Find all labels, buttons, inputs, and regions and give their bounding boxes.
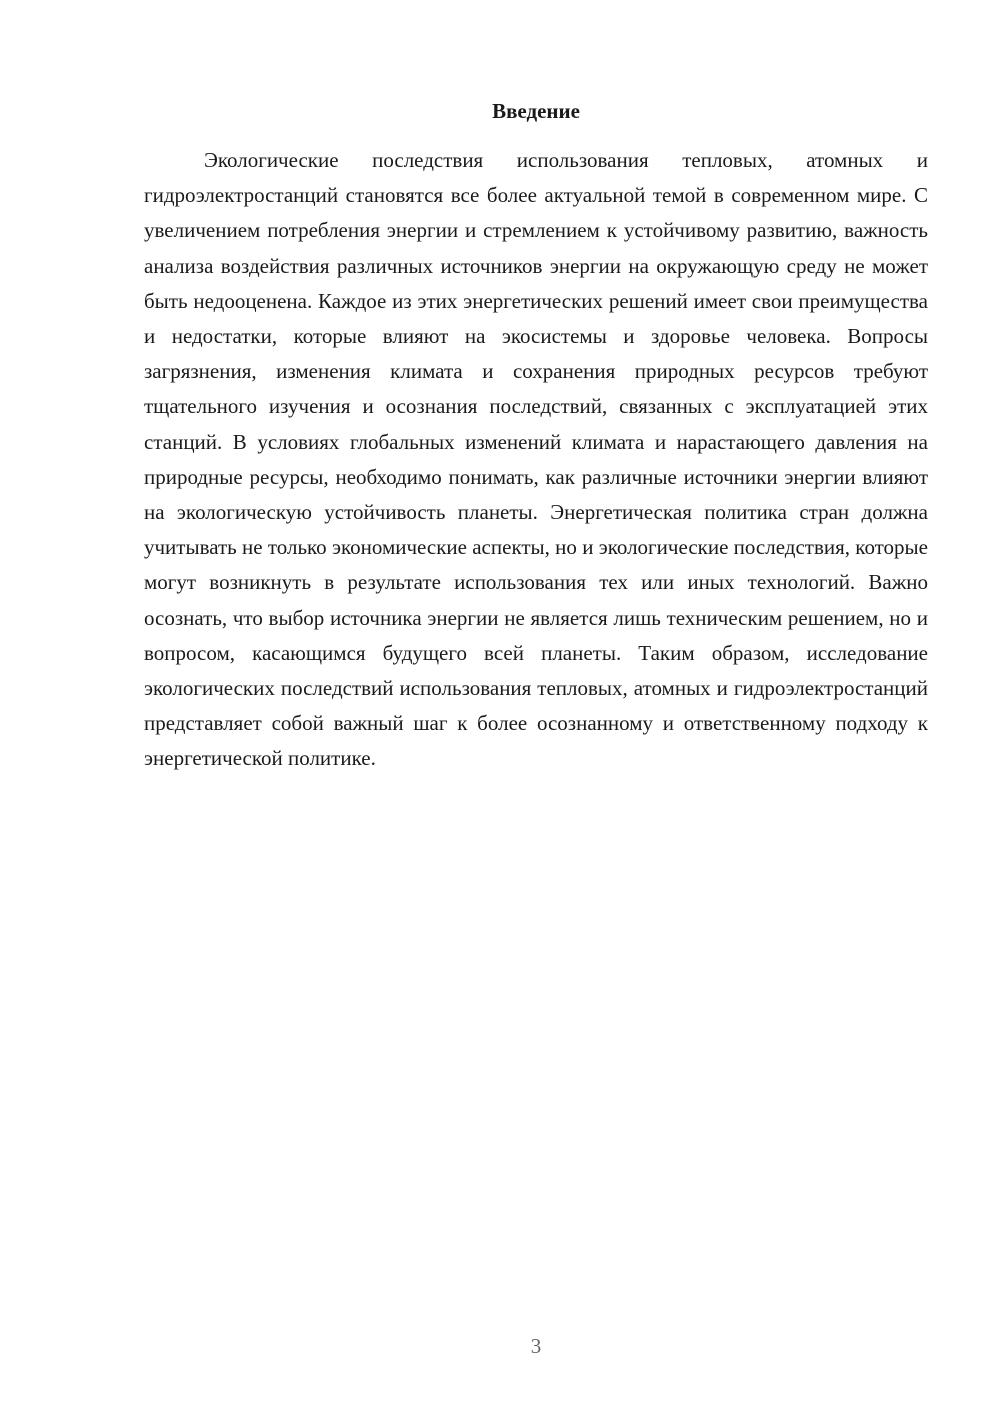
body-paragraph: Экологические последствия использования тепловых, атомных и гидроэлектростанций становятся все более актуальной темой в современном мире. С увеличением потребления энергии и стремлением к устойчивому развитию, важность анализа воздействия различных источников энергии на окружающую среду не может быть недооценена. Каждое из этих энергетических решений имеет свои преимущества и недостатки, которые влияют на экосистемы и здоровье человека. Вопросы загрязнения, изменения климата и сохранения природных ресурсов требуют тщательного изучения и осознания последствий, связанных с эксплуатацией этих станций. В условиях глобальных изменений климата и нарастающего давления на природные ресурсы, необходимо понимать, как различные источники энергии влияют на экологическую устойчивость планеты. Энергетическая политика стран должна учитывать не только экономические аспекты, но и экологические последствия, которые могут возникнуть в результате использования тех или иных технологий. Важно осознать, что выбор источника энергии не является лишь техническим решением, но и вопросом, касающимся будущего всей планеты. Таким образом, исследование экологических последствий использования тепловых, атомных и гидроэлектростанций представляет собой важный шаг к более осознанному и ответственному подходу к энергетической политике. <box>144 148 928 771</box>
section-heading: Введение <box>492 99 580 123</box>
page-number: 3 <box>530 1334 542 1358</box>
